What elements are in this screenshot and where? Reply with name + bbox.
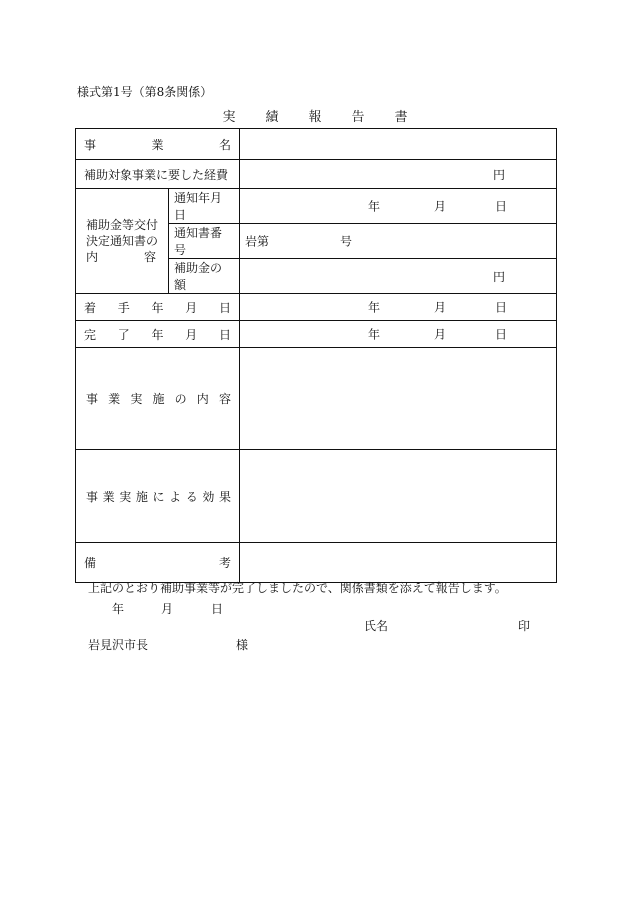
label-char: 業 xyxy=(108,392,121,406)
label-char: る xyxy=(185,489,198,504)
year-label: 年 xyxy=(368,327,381,342)
notice-number-suffix: 号 xyxy=(340,234,353,249)
addressee-honorific: 様 xyxy=(236,638,249,652)
title-char: 実 xyxy=(222,110,236,125)
label-char: 事 xyxy=(86,392,99,406)
value-effect[interactable] xyxy=(240,450,557,543)
label-char: 実 xyxy=(119,489,132,504)
row-expense xyxy=(76,160,557,189)
year-label: 年 xyxy=(368,199,381,214)
value-notice-number[interactable] xyxy=(240,224,557,259)
month-label: 月 xyxy=(434,327,447,342)
title-char: 告 xyxy=(351,110,365,125)
label-char: 年 xyxy=(151,327,164,342)
seal-mark: 印 xyxy=(518,619,531,633)
label-start-date xyxy=(76,294,240,321)
label-char: 施 xyxy=(152,392,165,406)
label-char: 施 xyxy=(135,489,148,504)
day-label: 日 xyxy=(495,199,508,214)
month-label: 月 xyxy=(434,199,447,214)
value-expense[interactable] xyxy=(240,160,557,189)
label-char: 月 xyxy=(185,327,198,342)
label-char: 年 xyxy=(151,300,164,315)
notice-group-char: 容 xyxy=(143,250,156,264)
label-char: 事 xyxy=(86,489,99,504)
notice-number-prefix: 岩第 xyxy=(245,234,270,249)
label-char: 了 xyxy=(117,327,130,342)
title-char: 績 xyxy=(265,110,279,125)
title-char: 報 xyxy=(308,110,322,125)
label-char: 月 xyxy=(185,300,198,315)
label-subsidy-amount: 補助金の額 xyxy=(169,259,240,294)
row-start-date xyxy=(76,294,557,321)
label-char: 備 xyxy=(84,556,97,570)
form-number: 様式第1号（第8条関係） xyxy=(77,85,213,99)
addressee xyxy=(88,636,248,653)
label-effect xyxy=(76,450,240,543)
value-subsidy-amount[interactable] xyxy=(240,259,557,294)
value-completion-date[interactable] xyxy=(240,321,557,348)
label-char: の xyxy=(174,392,187,406)
year-label: 年 xyxy=(112,602,125,616)
report-table xyxy=(75,128,557,583)
label-char: 考 xyxy=(219,556,232,570)
year-label: 年 xyxy=(368,300,381,315)
label-expense: 補助対象事業に要した経費 xyxy=(76,160,240,189)
label-char: 業 xyxy=(151,137,164,152)
notice-group-line: 補助金等交付 xyxy=(86,218,159,232)
unit-yen: 円 xyxy=(493,167,506,182)
day-label: 日 xyxy=(211,602,224,616)
statement: 上記のとおり補助事業等が完了しましたので、関係書類を添えて報告します。 xyxy=(88,581,507,595)
label-completion-date xyxy=(76,321,240,348)
label-char: 手 xyxy=(117,300,130,315)
label-char: 完 xyxy=(84,327,97,342)
value-notice-date[interactable] xyxy=(240,189,557,224)
notice-group-line: 決定通知書の xyxy=(86,234,159,248)
label-remarks xyxy=(76,543,240,583)
row-content xyxy=(76,348,557,450)
month-label: 月 xyxy=(161,602,174,616)
value-content[interactable] xyxy=(240,348,557,450)
addressee-name: 岩見沢市長 xyxy=(88,638,149,652)
row-remarks xyxy=(76,543,557,583)
label-char: 容 xyxy=(218,392,231,406)
label-notice-group xyxy=(76,189,169,294)
notice-group-char: 内 xyxy=(86,250,99,264)
row-notice-date xyxy=(76,189,557,224)
report-date xyxy=(112,600,223,617)
label-project-name xyxy=(76,129,240,160)
value-remarks[interactable] xyxy=(240,543,557,583)
value-start-date[interactable] xyxy=(240,294,557,321)
title-char: 書 xyxy=(394,110,408,125)
label-char: 着 xyxy=(84,300,97,315)
label-notice-number: 通知書番号 xyxy=(169,224,240,259)
label-char: よ xyxy=(169,489,182,504)
label-char: 効 xyxy=(202,489,215,504)
month-label: 月 xyxy=(434,300,447,315)
day-label: 日 xyxy=(495,300,508,315)
name-label: 氏名 xyxy=(364,619,389,633)
label-char: 実 xyxy=(130,392,143,406)
label-char: 内 xyxy=(196,392,209,406)
unit-yen: 円 xyxy=(493,269,506,284)
day-label: 日 xyxy=(495,327,508,342)
signature-line xyxy=(364,617,530,634)
label-char: 業 xyxy=(102,489,115,504)
label-char: 事 xyxy=(84,137,97,152)
label-content xyxy=(76,348,240,450)
label-notice-date: 通知年月日 xyxy=(169,189,240,224)
label-char: 果 xyxy=(219,489,232,504)
form-title xyxy=(0,106,630,125)
row-project-name xyxy=(76,129,557,160)
value-project-name[interactable] xyxy=(240,129,557,160)
row-effect xyxy=(76,450,557,543)
label-char: に xyxy=(152,489,165,504)
label-char: 日 xyxy=(219,327,232,342)
label-char: 日 xyxy=(219,300,232,315)
row-completion-date xyxy=(76,321,557,348)
label-char: 名 xyxy=(219,137,232,152)
